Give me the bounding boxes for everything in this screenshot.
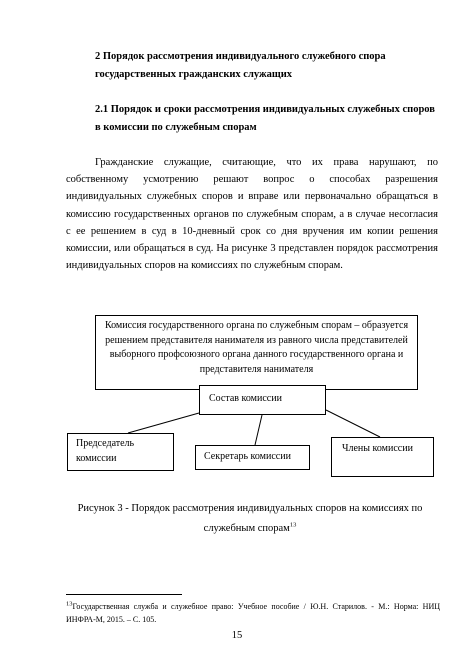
secretary-box	[195, 445, 310, 470]
commission-text: Комиссия государственного органа по служебным спорам – образуется решением представителя нанимателя из равного числа представителей выборного профсоюзного органа данного государственного органа и представителя нанимателя	[104, 320, 409, 375]
chair-text: Председатель комиссии	[76, 438, 135, 464]
composition-box	[199, 385, 326, 415]
page-number: 15	[231, 630, 243, 641]
commission-box	[95, 315, 418, 390]
footnote-number: 13	[66, 600, 73, 608]
body-paragraph: Гражданские служащие, считающие, что их права нарушают, по собственному усмотрению решают вопрос о способах разрешения индивидуальных служебных споров и вправе или первоначально обращаться в комиссию государственных органов по служебным спорам, а в случае несогласия с ее решением в суд в 10-дневный срок со дня вручения им копии решения комиссии, или обращаться в суд. На рисунке 3 представлен порядок рассмотрения индивидуальных споров на комиссиях по служебным спорам.	[66, 157, 438, 272]
footnote-divider	[66, 594, 182, 595]
connector-chair	[128, 413, 199, 433]
members-text: Члены комиссии	[342, 443, 413, 454]
footnote-text: Государственная служба и служебное право: Учебное пособие / Ю.Н. Старилов. - М.: Норма: НИЦ ИНФРА-М, 2015. – С. 105.	[66, 602, 440, 624]
section-heading: 2 Порядок рассмотрения индивидуального служебного спора государственных гражданских служащих	[95, 51, 386, 80]
footnote	[66, 601, 440, 626]
connector-secretary	[255, 415, 262, 445]
composition-text: Состав комиссии	[209, 393, 282, 404]
secretary-text: Секретарь комиссии	[204, 451, 291, 462]
chair-box	[67, 433, 174, 471]
figure-caption	[60, 499, 440, 539]
members-box	[331, 437, 434, 477]
caption-footnote-ref: 13	[289, 521, 297, 529]
subsection-heading: 2.1 Порядок и сроки рассмотрения индивидуальных служебных споров в комиссии по служебным спорам	[95, 104, 435, 133]
connector-members	[326, 410, 380, 437]
caption-text: Рисунок 3 - Порядок рассмотрения индивидуальных споров на комиссиях по служебным спорам	[77, 503, 423, 534]
